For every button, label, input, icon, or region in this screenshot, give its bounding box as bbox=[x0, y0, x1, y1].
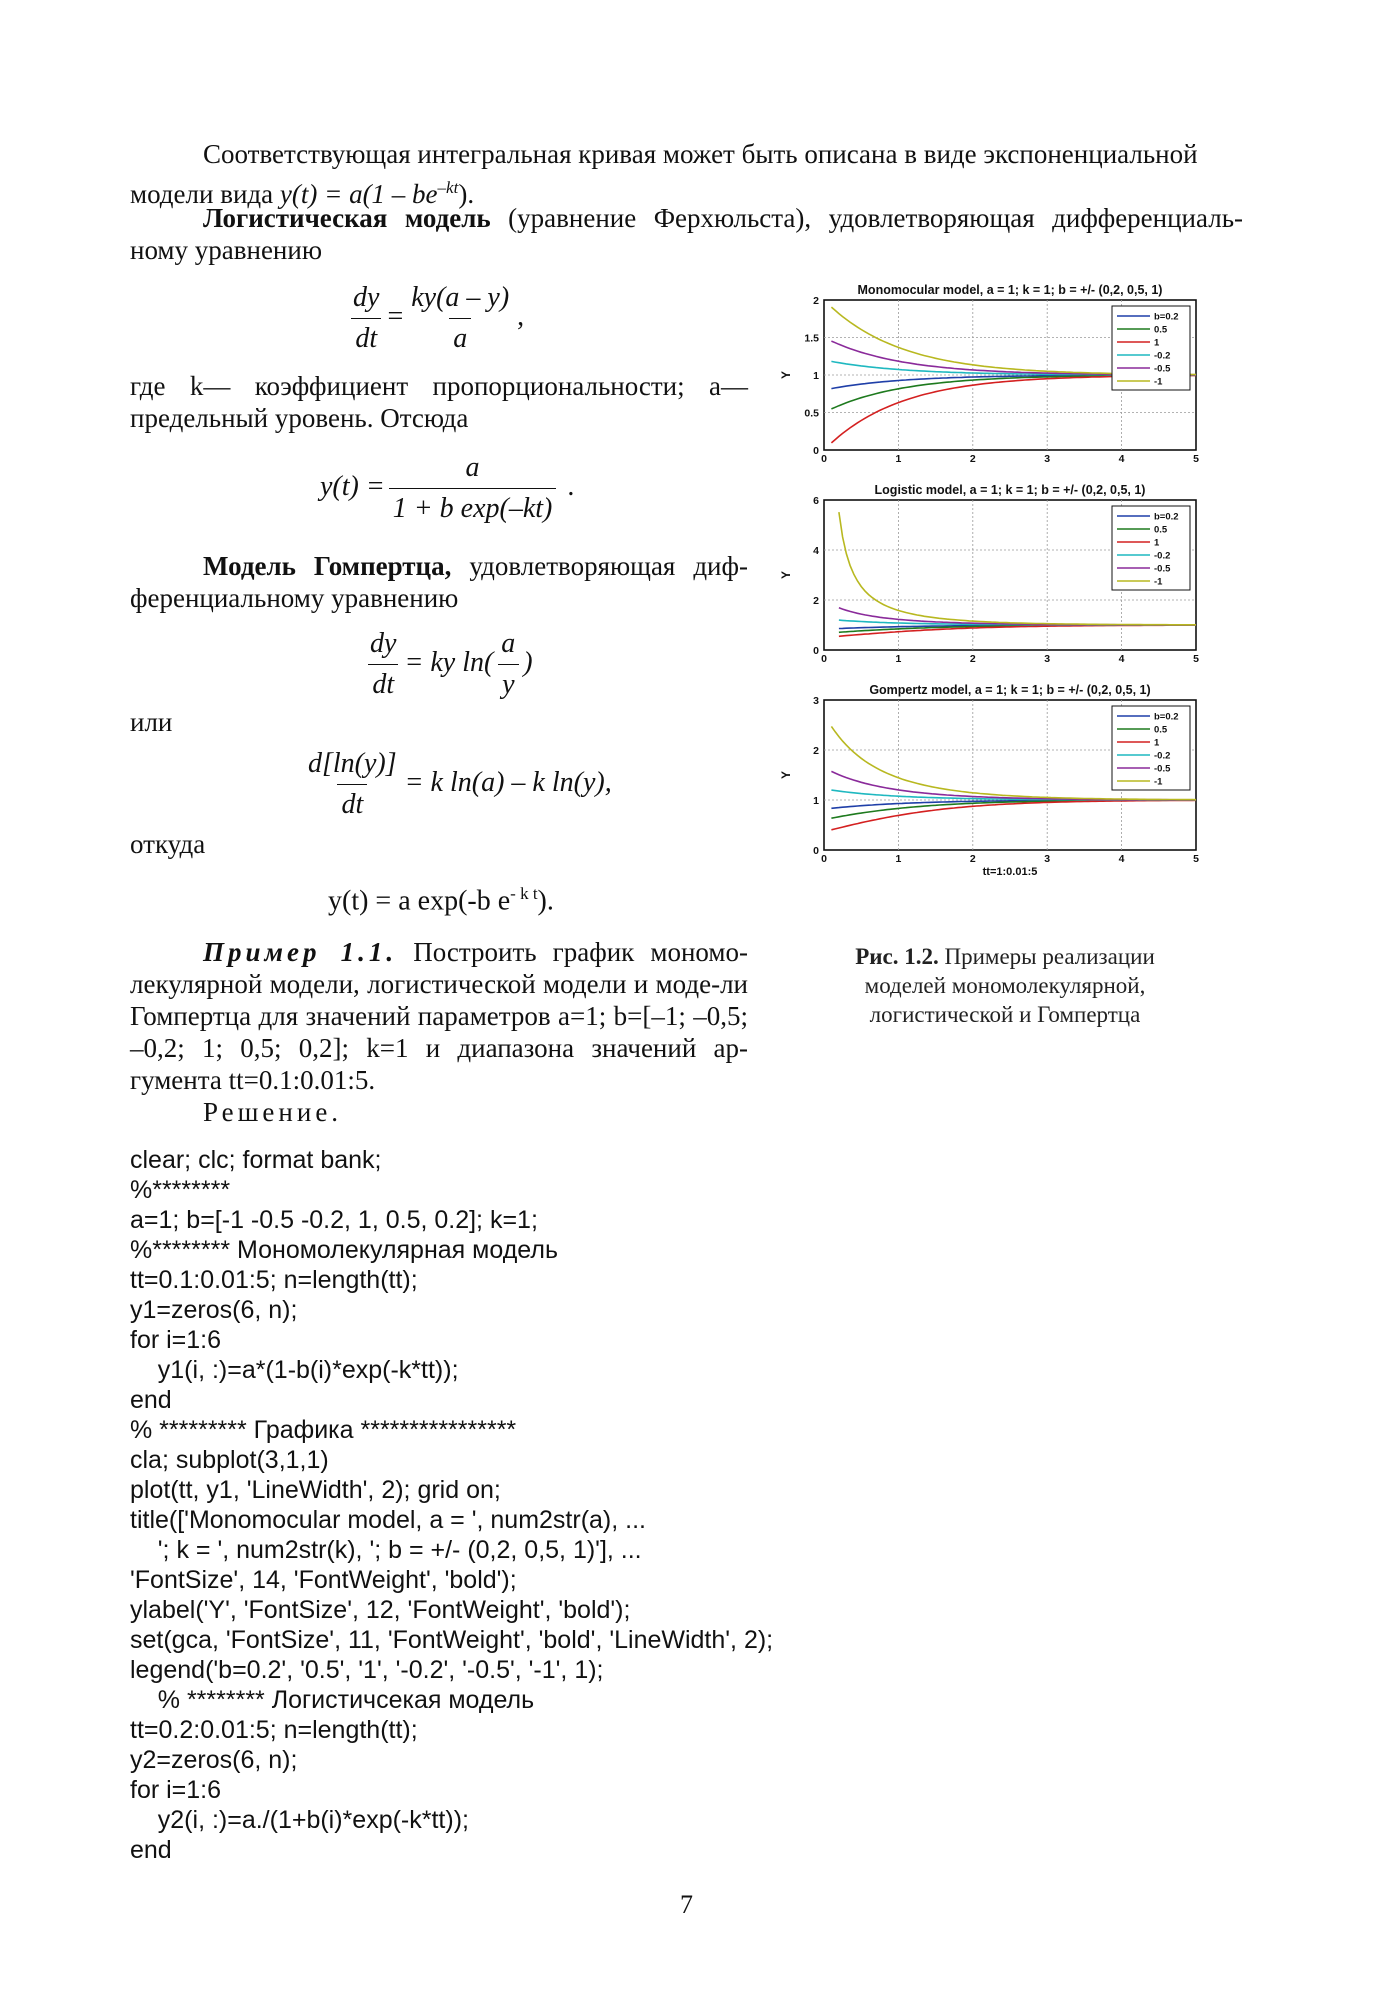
x-tick-label: 4 bbox=[1118, 853, 1125, 865]
caption-label: Рис. 1.2. bbox=[855, 944, 939, 969]
legend-label: 0.5 bbox=[1154, 324, 1168, 336]
y-tick-label: 1 bbox=[813, 370, 819, 382]
code-line: 'FontSize', 14, 'FontWeight', 'bold'); bbox=[130, 1566, 517, 1594]
example-paragraph bbox=[130, 936, 748, 1096]
x-tick-label: 4 bbox=[1118, 653, 1125, 665]
legend-label: -0.5 bbox=[1154, 763, 1171, 775]
code-line: legend('b=0.2', '0.5', '1', '-0.2', '-0.5', '-1', 1); bbox=[130, 1656, 604, 1684]
gompertz-or: или bbox=[130, 707, 173, 737]
gompertz-ode-2: $\frac{d[\ln(y)]}{dt}$ = k ln(a) – k ln(y), bbox=[308, 748, 612, 820]
y-tick-label: 1.5 bbox=[804, 332, 819, 345]
logistic-paragraph bbox=[130, 202, 1243, 266]
legend-label: b=0.2 bbox=[1154, 311, 1179, 323]
y-tick-label: 2 bbox=[813, 595, 819, 607]
code-line: for i=1:6 bbox=[130, 1776, 222, 1804]
y-tick-label: 0.5 bbox=[804, 407, 819, 420]
legend-label: b=0.2 bbox=[1154, 511, 1179, 523]
chart-mono bbox=[779, 283, 1199, 465]
code-line: set(gca, 'FontSize', 11, 'FontWeight', 'bold', 'LineWidth', 2); bbox=[130, 1626, 774, 1654]
y-axis-label: Y bbox=[779, 370, 793, 380]
gompertz-ode-1: $\frac{dy}{dt}$ = ky ln( $\frac{a}{y}$ ) bbox=[370, 628, 533, 700]
x-tick-label: 3 bbox=[1044, 653, 1051, 665]
code-line: %******** bbox=[130, 1176, 231, 1204]
code-listing bbox=[130, 1145, 773, 1865]
chart-title: Monomocular model, a = 1; k = 1; b = +/- (0,2, 0,5, 1) bbox=[857, 283, 1163, 297]
legend-label: 1 bbox=[1154, 537, 1160, 549]
figure-charts bbox=[779, 282, 1222, 902]
code-line: y1=zeros(6, n); bbox=[130, 1296, 298, 1324]
x-tick-label: 3 bbox=[1044, 453, 1051, 465]
logistic-ode: $\frac{dy}{dt}$ = $\frac{ky(a - y)}{a}$ , bbox=[353, 282, 525, 354]
x-tick-label: 1 bbox=[895, 853, 902, 865]
intro-line-2: модели вида $y(t) = a(1 - be^{-kt})$. bbox=[130, 178, 475, 209]
legend-label: b=0.2 bbox=[1154, 711, 1179, 723]
code-line: y1(i, :)=a*(1-b(i)*exp(-k*tt)); bbox=[130, 1356, 459, 1384]
example-label: Пример 1.1. bbox=[203, 937, 398, 967]
x-tick-label: 3 bbox=[1044, 853, 1051, 865]
y-axis-label: Y bbox=[779, 770, 793, 780]
legend-label: -0.5 bbox=[1154, 363, 1171, 375]
figure-caption bbox=[820, 942, 1190, 1029]
example-solution-label: Решение. bbox=[203, 1097, 343, 1127]
code-line: title(['Monomocular model, a = ', num2str(a), ... bbox=[130, 1506, 646, 1534]
chart-title: Logistic model, a = 1; k = 1; b = +/- (0,2, 0,5, 1) bbox=[874, 483, 1146, 497]
x-tick-label: 0 bbox=[821, 853, 827, 865]
example-text: Построить график мономо-лекулярной модели, логистической модели и моде-ли Гомпертца для значений параметров a=1; b=[–1; –0,5; –0,2; 1; 0,5; 0,2]; k=1 и диапазона значений ар-гумента tt=0.1:0.01:5. bbox=[130, 937, 748, 1095]
x-tick-label: 1 bbox=[895, 653, 902, 665]
y-tick-label: 2 bbox=[813, 745, 819, 757]
x-tick-label: 5 bbox=[1193, 653, 1199, 665]
code-line: a=1; b=[-1 -0.5 -0.2, 1, 0.5, 0.2]; k=1; bbox=[130, 1206, 538, 1234]
y-tick-label: 1 bbox=[813, 795, 819, 807]
code-line: tt=0.2:0.01:5; n=length(tt); bbox=[130, 1716, 418, 1744]
logistic-where: где k— коэффициент пропорциональности; a— предельный уровень. Отсюда bbox=[130, 371, 748, 433]
x-tick-label: 2 bbox=[969, 653, 976, 665]
code-line: y2=zeros(6, n); bbox=[130, 1746, 298, 1774]
code-line: for i=1:6 bbox=[130, 1326, 222, 1354]
code-line: tt=0.1:0.01:5; n=length(tt); bbox=[130, 1266, 418, 1294]
legend-label: -1 bbox=[1154, 776, 1163, 788]
intro-paragraph bbox=[130, 138, 1243, 210]
legend-label: 0.5 bbox=[1154, 524, 1168, 536]
intro-line-1: Соответствующая интегральная кривая может быть описана в виде экспоненциальной bbox=[203, 139, 1198, 169]
y-tick-label: 6 bbox=[813, 495, 819, 507]
x-tick-label: 1 bbox=[895, 453, 902, 465]
caption-text: Примеры реализации моделей мономолекулярной, логистической и Гомпертца bbox=[864, 944, 1155, 1027]
logistic-title: Логистическая модель bbox=[203, 203, 491, 233]
chart-logistic bbox=[779, 483, 1199, 665]
y-tick-label: 0 bbox=[813, 645, 819, 657]
gompertz-whence: откуда bbox=[130, 829, 206, 859]
x-axis-label: tt=1:0.01:5 bbox=[982, 866, 1038, 878]
x-tick-label: 5 bbox=[1193, 853, 1199, 865]
legend-label: -1 bbox=[1154, 576, 1163, 588]
y-tick-label: 2 bbox=[813, 295, 819, 307]
code-line: ylabel('Y', 'FontSize', 12, 'FontWeight', 'bold'); bbox=[130, 1596, 631, 1624]
y-tick-label: 3 bbox=[813, 695, 819, 707]
page-number: 7 bbox=[680, 1890, 693, 1919]
code-line: '; k = ', num2str(k), '; b = +/- (0,2, 0,5, 1)'], ... bbox=[130, 1536, 642, 1564]
legend-label: -0.2 bbox=[1154, 350, 1171, 362]
x-tick-label: 0 bbox=[821, 653, 827, 665]
y-axis-label: Y bbox=[779, 570, 793, 580]
legend-label: 0.5 bbox=[1154, 724, 1168, 736]
x-tick-label: 0 bbox=[821, 453, 827, 465]
code-line: % ********* Графика **************** bbox=[130, 1416, 517, 1444]
y-tick-label: 0 bbox=[813, 845, 819, 857]
chart-title: Gompertz model, a = 1; k = 1; b = +/- (0,2, 0,5, 1) bbox=[869, 683, 1151, 697]
code-line: end bbox=[130, 1836, 172, 1864]
logistic-solution: y(t) = $\frac{a}{\text{1 + b exp(–kt)}}$ . bbox=[320, 452, 575, 524]
x-tick-label: 4 bbox=[1118, 453, 1125, 465]
legend-label: -0.5 bbox=[1154, 563, 1171, 575]
legend-label: -0.2 bbox=[1154, 750, 1171, 762]
gompertz-paragraph: Модель Гомпертца, удовлетворяющая диф-ференциальному уравнению bbox=[130, 551, 748, 613]
chart-gompertz bbox=[779, 683, 1199, 878]
gompertz-solution: y(t) = a exp(-b $e^{- k t}$). bbox=[328, 884, 554, 917]
legend-label: -0.2 bbox=[1154, 550, 1171, 562]
code-line: y2(i, :)=a./(1+b(i)*exp(-k*tt)); bbox=[130, 1806, 469, 1834]
y-tick-label: 4 bbox=[813, 545, 819, 557]
code-line: %******** Мономолекулярная модель bbox=[130, 1236, 558, 1264]
x-tick-label: 5 bbox=[1193, 453, 1199, 465]
code-line: % ******** Логистичсекая модель bbox=[130, 1686, 535, 1714]
x-tick-label: 2 bbox=[969, 453, 976, 465]
code-line: clear; clc; format bank; bbox=[130, 1146, 382, 1174]
code-line: cla; subplot(3,1,1) bbox=[130, 1446, 329, 1474]
legend-label: 1 bbox=[1154, 337, 1160, 349]
x-tick-label: 2 bbox=[969, 853, 976, 865]
code-line: end bbox=[130, 1386, 172, 1414]
logistic-text: (уравнение Ферхюльста), удовлетворяющая дифференциаль-ному уравнению bbox=[130, 203, 1244, 265]
legend-label: 1 bbox=[1154, 737, 1160, 749]
code-line: plot(tt, y1, 'LineWidth', 2); grid on; bbox=[130, 1476, 501, 1504]
legend-label: -1 bbox=[1154, 376, 1163, 388]
y-tick-label: 0 bbox=[813, 445, 819, 457]
gompertz-title: Модель Гомпертца, bbox=[203, 551, 452, 581]
intro-formula: y(t) = a(1 – be bbox=[279, 179, 438, 209]
